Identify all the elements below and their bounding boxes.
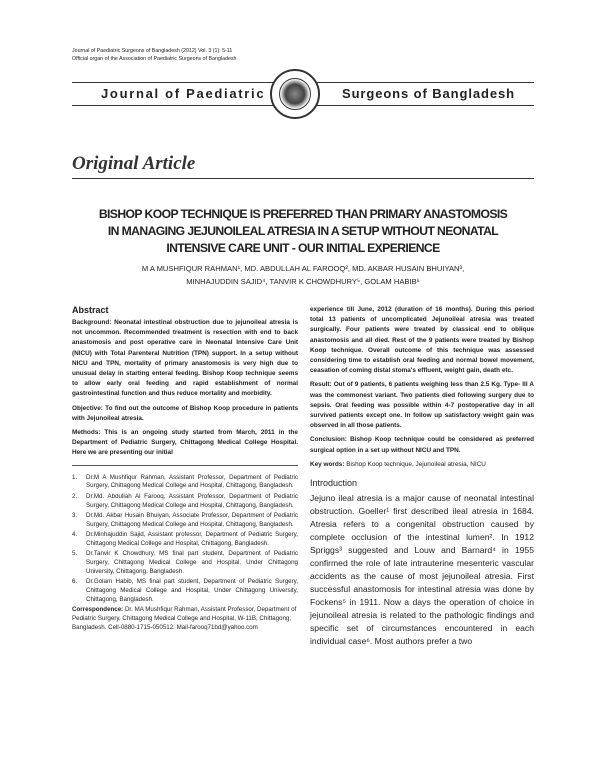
abstract-conclusion — [310, 435, 534, 455]
abstract-result — [310, 380, 534, 431]
journal-banner — [72, 82, 534, 106]
title-line: IN MANAGING JEJUNOILEAL ATRESIA IN A SETUP WITHOUT NEONATAL — [107, 224, 499, 238]
affiliation-text: Dr.Golam Habib, MS final part student, Department of Pediatric Surgery, Chittagong Medical College and Hospital, Under Chittagong University, Chittagong, Bangladesh. — [86, 577, 298, 603]
result-label: Result: — [310, 381, 332, 389]
affiliation-item — [72, 493, 298, 511]
article-title — [72, 206, 534, 257]
affiliation-text: Dr.Minhajuddin Sajid, Assistant professor, Department of Pediatric Surgery, Chittagong Medical College and Hospital, Chittagong, Bangladesh. — [86, 530, 298, 547]
affiliation-text: Dr.Tanvir K Chowdhury, MS final part student, Department of Pediatric Surgery, Chittagong Medical College and Hospital, Under Chittagong University, Chittagong, Bangladesh. — [86, 550, 298, 575]
abstract-methods — [72, 428, 298, 459]
journal-organ: Official organ of the Association of Paediatric Surgeons of Bangladesh — [72, 56, 237, 62]
journal-info — [72, 47, 237, 63]
background-label: Background: — [72, 319, 112, 326]
title-line: INTENSIVE CARE UNIT - OUR INITIAL EXPERIENCE — [166, 241, 440, 255]
affiliation-number: 5. — [72, 550, 78, 558]
abstract — [72, 305, 298, 459]
introduction-heading: Introduction — [310, 478, 358, 489]
affiliation-item — [72, 550, 298, 576]
society-seal-logo — [270, 69, 320, 119]
banner-right-text: Surgeons of Bangladesh — [342, 86, 515, 101]
methods-text-continued: experience till June, 2012 (duration of 16 months). During this period total 13 patients of uncomplicated Jejunoileal atresia was treated surgically. Four patients were treated by classical end to oblique anastomosis and all died. Rest of the 9 patients were treated by Bishop Koop technique. Overall outcome of this technique was assessed considering time to establish oral feeding and normal bowel movement, ceasation of coming distal stoma's effluent, weight gain, death etc. — [310, 306, 534, 375]
methods-label: Methods: — [72, 429, 101, 437]
affiliation-item — [72, 512, 298, 530]
abstract-continued — [310, 305, 534, 470]
correspondence — [72, 606, 298, 632]
methods-text: This is an ongoing study started from March, 2011 in the Department of Pediatric Surgery, Chittagong Medical College Hospital. Here we are presenting our initial — [72, 429, 298, 457]
conclusion-text: Bishop Koop technique could be considered as preferred surgical option in a set up without NICU and TPN. — [310, 436, 534, 454]
affiliation-item — [72, 474, 298, 492]
result-text: Out of 9 patients, 6 patients weighing less than 2.5 Kg. Type- III A was the commonest variant. Two patients died following surgery due to sepsis. Oral feeding was possible within 4-7 postoperative day in all survived patients except one. In follow up satisfactory weight gain was observed in all those patients. — [310, 381, 534, 430]
correspondence-label: Correspondence: — [72, 606, 124, 614]
abstract-methods-continued — [310, 305, 534, 376]
background-text: Neonatal intestinal obstruction due to jejunoileal atresia is not uncommon. Recommended treatment is resection with end to back anastomosis and post operative care in Neonatal Intensive Care Unit (NICU) with Total Parenteral Nutrition (TPN) support. In a setup without NICU and TPN, mortality of primary anastomosis is very high due to unusual delay in starting enteral feeding. Bishop Koop technique seems to allow early oral feeding and rapid establishment of normal gastrointestinal function and thus reduce mortality and morbidity. — [72, 319, 298, 398]
introduction-text: Jejuno ileal atresia is a major cause of neonatal intestinal obstruction. Goeller¹ first described ileal atresia in 1684. Atresia refers to a congenital obstruction caused by complete occlusion of the intestinal lumen². In 1912 Spriggs³ suggested and Louw and Barnard⁴ in 1955 confirmed the role of late intrauterine mesenteric vascular accidents as the cause of most jejunoileal atresia. First successful anastomosis for intestinal atresia was done by Fockens⁵ in 1911. Now a days the operation of choice in jejunoileal atresia is related to the pathologic findings and specific set of circumstances encountered in each individual case⁶. Most authors prefer a two — [310, 493, 534, 647]
authors-line: MINHAJUDDIN SAJID⁴, TANVIR K CHOWDHURY⁵, GOLAM HABIB⁶ — [186, 277, 420, 286]
footnote-divider — [72, 465, 298, 466]
banner-left-text: Journal of Paediatric — [101, 86, 266, 101]
affiliation-number: 1. — [72, 473, 78, 481]
affiliation-number: 6. — [72, 577, 78, 585]
abstract-background — [72, 318, 298, 400]
affiliation-number: 4. — [72, 530, 78, 538]
affiliation-item — [72, 531, 298, 549]
conclusion-label: Conclusion: — [310, 436, 347, 444]
affiliation-text: Dr.Md. Akbar Husain Bhuiyan, Associate Professor, Department of Pediatric Surgery, Chittagong Medical College and Hospital, Chittagong, Bangladesh. — [86, 511, 298, 528]
objective-label: Objective: — [72, 404, 103, 412]
section-label: Original Article — [72, 153, 196, 174]
affiliation-item — [72, 578, 298, 604]
journal-citation: Journal of Paediatric Surgeons of Bangladesh (2012) Vol. 3 (1): 5-11 — [72, 48, 233, 54]
abstract-keywords — [310, 460, 534, 470]
keywords-label: Key words: — [310, 460, 345, 468]
keywords-text: Bishop Koop technique, Jejunoileal atresia, NICU — [346, 460, 486, 468]
right-column — [310, 305, 534, 648]
title-line: BISHOP KOOP TECHNIQUE IS PREFERRED THAN PRIMARY ANASTOMOSIS — [98, 207, 508, 221]
affiliation-text: Dr.Md. Abdullah Al Farooq, Assistant Professor, Department of Pediatric Surgery, Chittagong Medical College and Hospital, Chittagong, Bangladesh. — [86, 492, 298, 509]
affiliation-number: 3. — [72, 511, 78, 519]
objective-text: To find out the outcome of Bishop Koop procedure in patients with Jejunoileal atresia. — [72, 404, 298, 422]
author-affiliations — [72, 474, 298, 605]
affiliation-number: 2. — [72, 492, 78, 500]
left-column — [72, 305, 298, 633]
correspondence-text: Dr. MA Mushfiqur Rahman, Assistant Professor, Department of Pediatric Surgery, Chittagong Medical College and Hospital, W-11B, Chittagong, Bangladesh. Cell-0880-1715-050512. Mail-farooq71bd@yahoo.com — [72, 606, 297, 631]
affiliation-text: Dr.M A Mushfiqur Rahman, Assistant Professor, Department of Pediatric Surgery, Chittagong Medical College and Hospital, Chittagong, Bangladesh. — [86, 473, 298, 490]
abstract-heading: Abstract — [72, 305, 109, 315]
author-list — [72, 262, 534, 288]
section-rule — [72, 178, 534, 179]
abstract-objective — [72, 404, 298, 424]
authors-line: M A MUSHFIQUR RAHMAN¹, MD. ABDULLAH AL FAROOQ², MD. AKBAR HUSAIN BHUIYAN³, — [141, 264, 465, 273]
